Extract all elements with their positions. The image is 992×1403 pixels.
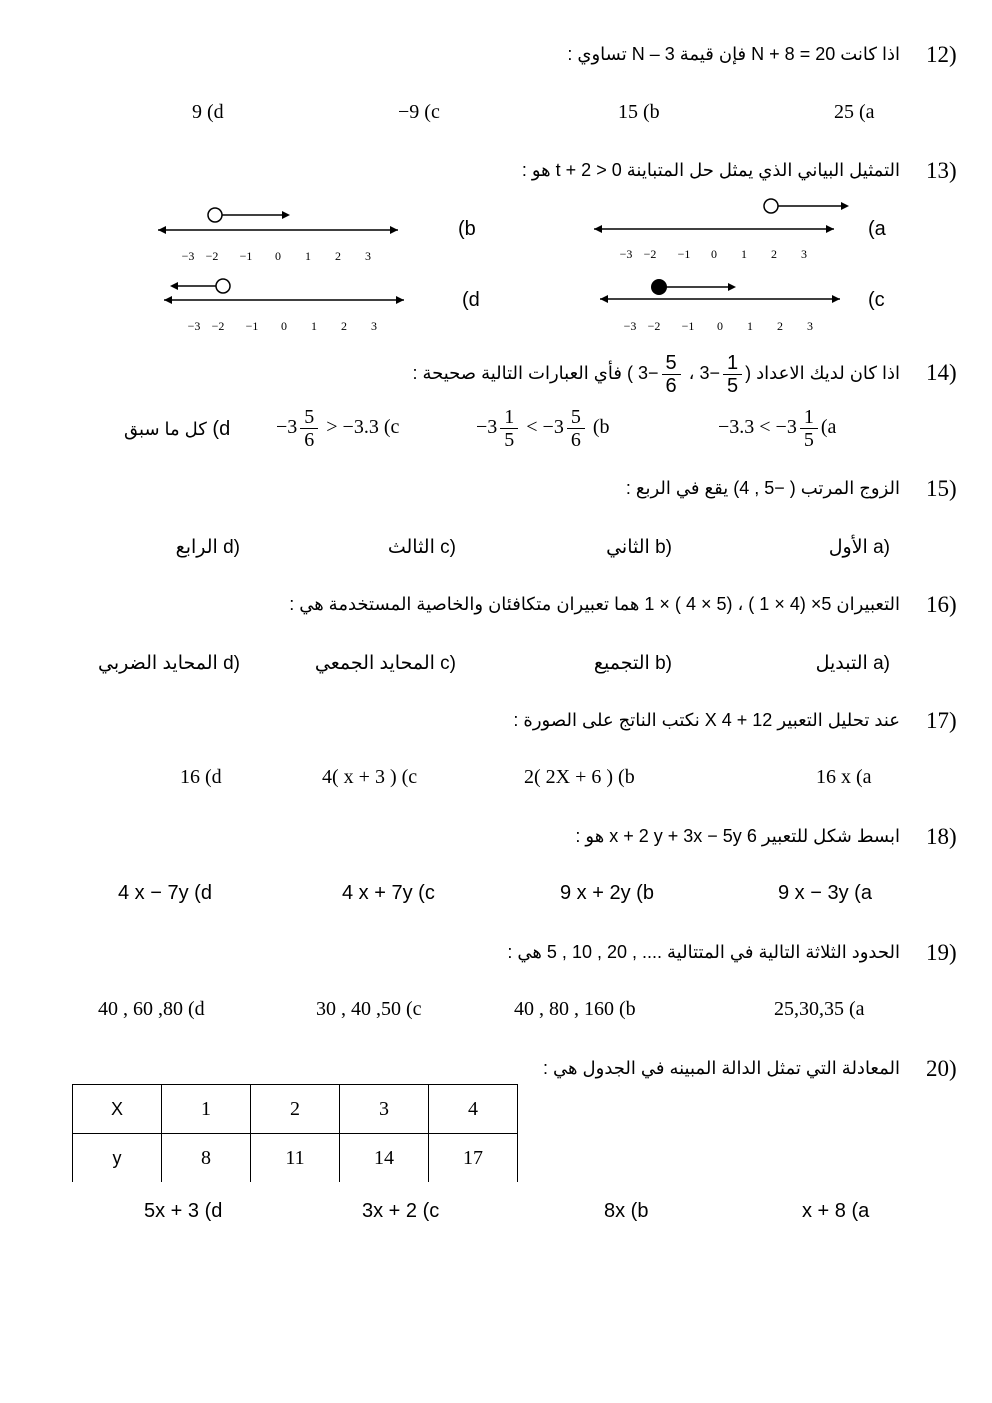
table-cell: 11 [251,1134,340,1183]
q18-option-b[interactable]: 9 x + 2y (b [560,882,654,904]
q17-option-c[interactable]: 4( x + 3 ) (c [322,766,418,788]
tick-label: −1 [681,319,695,333]
q20-number: 20) [926,1056,957,1081]
tick-label: 1 [747,319,753,333]
q19-text: الحدود الثلاثة التالية في المتتالية .... , 20 , 10 , 5 هي : [507,942,900,962]
q14-text-before: اذا كان لديك الاعداد ( [745,363,900,383]
table-cell: 2 [251,1085,340,1134]
q17-number: 17) [926,708,957,733]
tick-label: 1 [741,247,747,261]
tick-label: 1 [311,319,317,333]
q14-option-a[interactable]: −3.3 < −3 $\frac{1}{5}$ (a [718,406,837,451]
function-table [72,1084,518,1182]
q13-number: 13) [926,158,957,183]
q14-minus3a: −3 [699,363,720,383]
q14-number: 14) [926,360,957,385]
q16-number: 16) [926,592,957,617]
q20-text: المعادلة التي تمثل الدالة المبينه في الجدول هي : [543,1058,900,1078]
q20-option-b[interactable]: 8x (b [604,1200,649,1222]
q13-label-c[interactable]: (c [868,289,885,311]
table-cell: 14 [340,1134,429,1183]
q13-numberline-b[interactable] [154,198,404,266]
q15-option-d[interactable]: (d الرابع [175,537,240,558]
q15-option-a[interactable]: (a الأول [828,537,890,558]
q20-option-d[interactable]: 5x + 3 (d [144,1200,223,1222]
q14-comma: ، [688,363,695,383]
tick-label: −1 [245,319,259,333]
tick-label: 3 [371,319,377,333]
tick-label: −3 [619,247,633,261]
tick-label: 2 [777,319,783,333]
table-header-y: y [73,1134,162,1183]
q14-frac1: $\frac{1}{5}$ [723,352,742,397]
q18-text: ابسط شكل للتعبير 6 x + 2 y + 3x − 5y هو : [575,826,900,846]
q12-option-a[interactable]: 25 (a [834,101,875,123]
q16-text: التعبيران 5× (4 × 1 ) ، (5 × 4 ) × 1 هما تعبيران متكافئان والخاصية المستخدمة هي : [289,594,900,614]
tick-label: −2 [211,319,225,333]
q20-option-c[interactable]: 3x + 2 (c [362,1200,440,1222]
q12-number: 12) [926,42,957,67]
q13-label-d[interactable]: (d [462,289,480,311]
q14-text-after: ) فأي العبارات التالية صحيحة : [412,363,633,383]
tick-label: 3 [365,249,371,263]
q19-option-d[interactable]: 40 , 60 ,80 (d [98,998,205,1020]
q15-number: 15) [926,476,957,501]
tick-label: 0 [711,247,717,261]
q14-text [412,348,900,398]
tick-label: −3 [187,319,201,333]
q16-option-c[interactable]: (c المحايد الجمعي [314,653,456,674]
q18-number: 18) [926,824,957,849]
q16-option-a[interactable]: (a التبديل [815,653,890,674]
tick-label: −2 [647,319,661,333]
q17-option-d[interactable]: 16 (d [180,766,222,788]
q13-label-a[interactable]: (a [868,218,886,240]
tick-label: 0 [281,319,287,333]
q19-option-b[interactable]: 40 , 80 , 160 (b [514,998,636,1020]
tick-label: 2 [335,249,341,263]
q14-frac2: $\frac{5}{6}$ [662,352,681,397]
table-cell: 3 [340,1085,429,1134]
q14-option-c[interactable]: −3 $\frac{5}{6}$ > −3.3 (c [276,406,400,451]
table-row [73,1134,518,1183]
q15-text: الزوج المرتب ( −5 , 4) يقع في الربع : [625,478,900,498]
q16-option-b[interactable]: (b التجميع [593,653,672,674]
tick-label: −2 [205,249,219,263]
q19-number: 19) [926,940,957,965]
table-cell: 4 [429,1085,518,1134]
q18-option-c[interactable]: 4 x + 7y (c [342,882,435,904]
q13-numberline-c[interactable] [596,274,856,336]
tick-label: −3 [181,249,195,263]
tick-label: −1 [239,249,253,263]
table-header-x: X [73,1085,162,1134]
q17-text: عند تحليل التعبير 12 + 4 X نكتب الناتج على الصورة : [513,710,900,730]
table-cell: 8 [162,1134,251,1183]
q13-text: التمثيل البياني الذي يمثل حل المتباينة 0 < t + 2 هو : [521,160,900,180]
tick-label: 0 [717,319,723,333]
table-cell: 1 [162,1085,251,1134]
q15-option-b[interactable]: (b الثاني [606,537,672,558]
tick-label: 3 [807,319,813,333]
tick-label: 1 [305,249,311,263]
tick-label: −3 [623,319,637,333]
table-cell: 17 [429,1134,518,1183]
q12-text: اذا كانت 20 = 8 + N فإن قيمة 3 – N تساوي : [567,44,900,64]
q18-option-a[interactable]: 9 x − 3y (a [778,882,872,904]
tick-label: −2 [643,247,657,261]
tick-label: 0 [275,249,281,263]
q13-numberline-a[interactable] [590,194,860,266]
q12-option-d[interactable]: 9 (d [192,101,224,123]
q16-option-d[interactable]: (d المحايد الضربي [98,653,240,674]
q12-option-b[interactable]: 15 (b [618,101,660,123]
table-row [73,1085,518,1134]
q18-option-d[interactable]: 4 x − 7y (d [118,882,212,904]
tick-label: 3 [801,247,807,261]
q14-option-d[interactable]: كل ما سبق (d [124,418,231,440]
q13-label-b[interactable]: (b [458,218,476,240]
q20-option-a[interactable]: x + 8 (a [802,1200,870,1222]
q17-option-b[interactable]: 2( 2X + 6 ) (b [524,766,635,788]
tick-label: 2 [341,319,347,333]
q19-option-a[interactable]: 25,30,35 (a [774,998,865,1020]
q14-option-b[interactable]: −3 $\frac{1}{5}$ < −3 $\frac{5}{6}$ (b [476,406,610,451]
q14-minus3b: −3 [637,363,659,383]
q17-option-a[interactable]: 16 x (a [816,766,872,788]
q19-option-c[interactable]: 30 , 40 ,50 (c [316,998,422,1020]
q13-numberline-d[interactable] [160,274,410,336]
tick-label: −1 [677,247,691,261]
q15-option-c[interactable]: (c الثالث [387,537,456,558]
tick-label: 2 [771,247,777,261]
q12-option-c[interactable]: −9 (c [398,101,440,123]
